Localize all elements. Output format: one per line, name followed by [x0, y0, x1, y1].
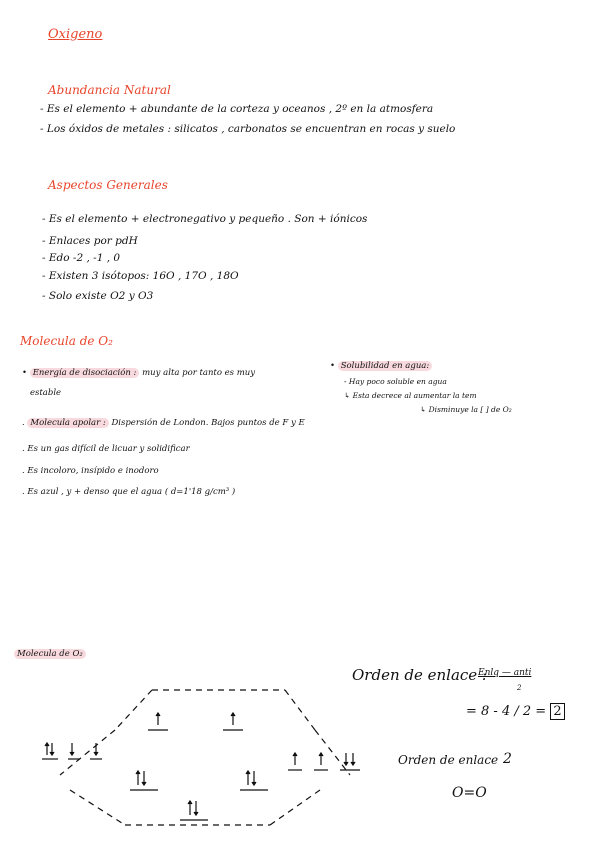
bullet: . — [22, 466, 28, 476]
spin-up-arrow — [319, 753, 323, 765]
structure-formula: O=O — [452, 785, 487, 801]
dash-right-to-atom — [315, 730, 350, 775]
orden-value: 2 — [503, 751, 512, 767]
spin-down-arrow — [142, 771, 146, 785]
aspectos-item-3: - Edo -2 , -1 , 0 — [42, 252, 121, 264]
bullet: . — [22, 418, 28, 428]
aspectos-item-1: - Es el elemento + electronegativo y pequeño . Son + iónicos — [42, 213, 368, 225]
spin-up-arrow — [293, 753, 297, 765]
dash-upper-left — [115, 690, 152, 730]
spin-up-arrow — [136, 771, 140, 785]
abundancia-item-1: - Es el elemento + abundante de la corteza y oceanos , 2º en la atmosfera — [40, 103, 434, 115]
bottom-mo-level — [180, 801, 208, 820]
spin-down-arrow — [70, 743, 74, 755]
spin-up-arrow — [156, 713, 160, 725]
left-atom-orbitals — [42, 743, 102, 759]
solubilidad-line-3: ↳ Disminuye la [ ] de O₂ — [420, 405, 512, 414]
energia-label: Energía de disociación : — [30, 368, 140, 378]
bullet: • — [330, 361, 338, 371]
molecula-item-estable: estable — [30, 388, 62, 398]
spin-down-arrow — [50, 743, 54, 755]
spin-up-arrow — [246, 771, 250, 785]
spin-down-arrow — [351, 753, 355, 765]
spin-up-arrow — [45, 743, 49, 755]
boxed-result: 2 — [550, 703, 564, 720]
bullet: . — [22, 487, 28, 497]
apolar-text: Dispersión de London. Bajos puntos de F y E — [108, 418, 305, 428]
dash-left-to-atom — [60, 730, 115, 775]
spin-down-arrow — [344, 753, 348, 765]
diagram-heading: Molecula de O₂ — [14, 649, 86, 659]
middle-mo-levels — [130, 771, 268, 790]
bullet: • — [22, 368, 30, 378]
spin-up-arrow — [188, 801, 192, 815]
solubilidad-line-1: - Hay poco soluble en agua — [344, 377, 447, 386]
mo-diagram — [30, 675, 370, 835]
formula-numerator: Enlq — anti — [478, 668, 532, 678]
section-heading-molecula: Molecula de O₂ — [20, 334, 113, 348]
diagram-dashed-lines — [60, 690, 350, 825]
abundancia-item-2: - Los óxidos de metales : silicatos , carbonatos se encuentran en rocas y suelo — [40, 123, 456, 135]
solubilidad-line-2: ↳ Esta decrece al aumentar la tem — [344, 391, 477, 400]
molecula-item-energia — [22, 368, 255, 378]
solubilidad-heading — [330, 361, 432, 371]
orden-label: Orden de enlace : — [352, 666, 487, 684]
dash-lower-right — [270, 790, 320, 825]
energia-text: muy alta por tanto es muy — [139, 368, 256, 378]
right-atom-orbitals — [288, 753, 360, 770]
formula-result: = 8 - 4 / 2 = 2 — [466, 704, 565, 719]
aspectos-item-5: - Solo existe O2 y O3 — [42, 290, 154, 302]
molecula-item-azul: . Es azul , y + denso que el agua ( d=1'18 g/cm³ ) — [22, 487, 236, 497]
dash-lower-left — [70, 790, 125, 825]
solubilidad-label: Solubilidad en agua: — [338, 361, 433, 371]
section-heading-aspectos: Aspectos Generales — [48, 178, 168, 192]
dash-upper-right — [285, 690, 315, 730]
section-heading-abundancia: Abundancia Natural — [48, 83, 171, 97]
apolar-label: Molecula apolar : — [27, 418, 108, 428]
page-title: Oxigeno — [48, 27, 103, 42]
spin-down-arrow — [194, 801, 198, 815]
aspectos-item-2: - Enlaces por pdH — [42, 235, 138, 247]
spin-up-arrow — [231, 713, 235, 725]
orden-value-label: Orden de enlace — [398, 753, 499, 767]
aspectos-item-4: - Existen 3 isótopos: 16O , 17O , 18O — [42, 270, 239, 282]
upper-mo-levels — [148, 713, 243, 730]
bullet: . — [22, 444, 28, 454]
spin-down-arrow — [252, 771, 256, 785]
molecula-item-apolar — [22, 418, 305, 428]
molecula-item-incoloro: . Es incoloro, insípido e inodoro — [22, 466, 159, 476]
formula-denominator: 2 — [517, 684, 522, 692]
molecula-item-gas: . Es un gas difícil de licuar y solidificar — [22, 444, 190, 454]
